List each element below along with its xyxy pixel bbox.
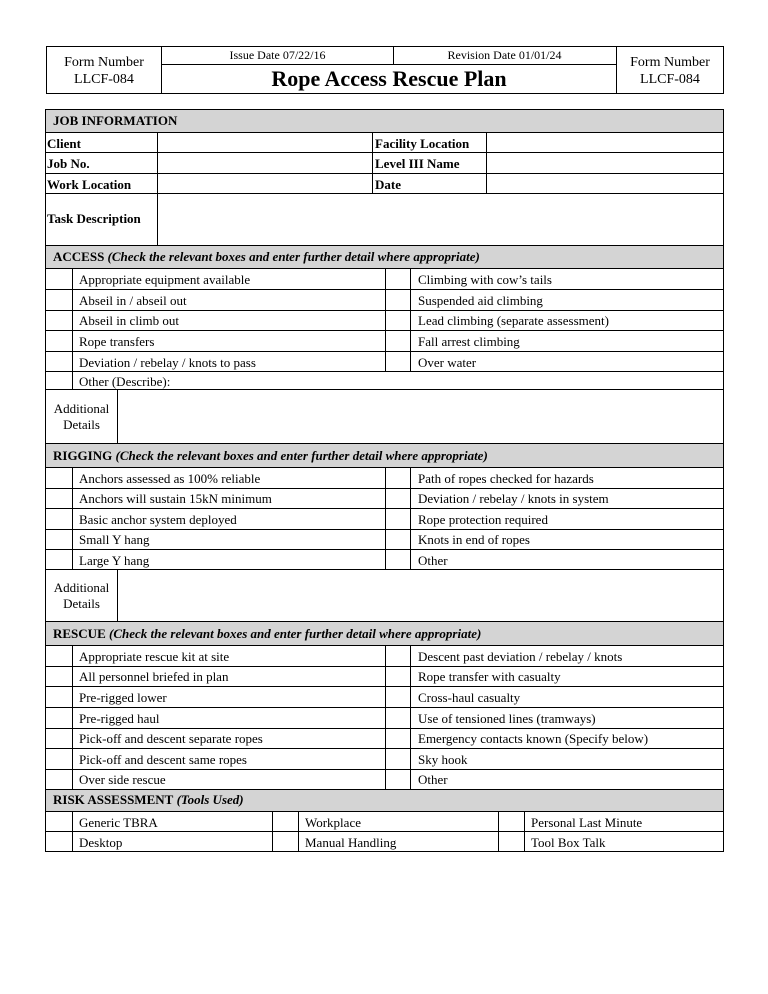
rescue-item: Appropriate rescue kit at site: [79, 649, 230, 664]
rescue-item: All personnel briefed in plan: [79, 669, 229, 684]
risk-checkbox-manual-handling[interactable]: [273, 832, 298, 851]
rescue-checkbox-1[interactable]: [46, 646, 72, 666]
client-label: Client: [47, 136, 81, 151]
rigging-item: Basic anchor system deployed: [79, 512, 237, 527]
form-number-label-left: Form Number: [64, 55, 144, 70]
risk-tool-item: Generic TBRA: [79, 815, 158, 830]
job-no-field[interactable]: [158, 153, 372, 173]
risk-heading-note: (Tools Used): [176, 792, 244, 807]
risk-checkbox-desktop[interactable]: [46, 832, 72, 851]
risk-checkbox-generic-tbra[interactable]: [46, 812, 72, 831]
client-field[interactable]: [158, 133, 372, 152]
risk-tool-item: Tool Box Talk: [531, 835, 606, 850]
risk-tool-item: Workplace: [305, 815, 361, 830]
date-label: Date: [375, 177, 401, 192]
rescue-item: Emergency contacts known (Specify below): [418, 731, 649, 746]
rescue-item: Other: [418, 772, 448, 787]
access-item: Rope transfers: [79, 334, 155, 349]
risk-heading: RISK ASSESSMENT: [53, 792, 174, 807]
revision-date: Revision Date 01/01/24: [447, 48, 562, 62]
risk-tool-item: Personal Last Minute: [531, 815, 643, 830]
access-checkbox-7[interactable]: [386, 290, 410, 310]
rigging-details-label: Details: [63, 596, 100, 611]
access-additional-label: Additional: [53, 401, 110, 416]
access-checkbox-9[interactable]: [386, 331, 410, 351]
rigging-checkbox-9[interactable]: [386, 530, 410, 549]
risk-tool-item: Desktop: [79, 835, 123, 850]
rigging-item: Rope protection required: [418, 512, 548, 527]
access-details-label: Details: [63, 417, 100, 432]
risk-checkbox-tool-box-talk[interactable]: [499, 832, 524, 851]
access-checkbox-other[interactable]: [46, 372, 72, 389]
form-number-box-right: [616, 46, 724, 94]
rigging-heading-row: [53, 448, 488, 464]
rescue-item: Over side rescue: [79, 772, 166, 787]
facility-location-label: Facility Location: [375, 136, 470, 151]
rigging-checkbox-10[interactable]: [386, 550, 410, 569]
page-title: Rope Access Rescue Plan: [271, 66, 507, 91]
form-number-label-right: Form Number: [630, 55, 710, 70]
rigging-item: Large Y hang: [79, 553, 150, 568]
risk-checkbox-personal-last-minute[interactable]: [499, 812, 524, 831]
access-item: Lead climbing (separate assessment): [418, 313, 609, 328]
access-checkbox-3[interactable]: [46, 311, 72, 330]
rescue-heading-row: [53, 626, 481, 642]
rescue-heading: RESCUE: [53, 626, 106, 641]
rescue-item: Pick-off and descent same ropes: [79, 752, 247, 767]
task-description-label: Task Description: [47, 211, 141, 226]
rigging-additional-details-field[interactable]: [118, 570, 723, 621]
risk-heading-row: [53, 792, 244, 808]
rescue-item: Pre-rigged lower: [79, 690, 167, 705]
rigging-checkbox-1[interactable]: [46, 468, 72, 488]
work-location-label: Work Location: [47, 177, 132, 192]
access-checkbox-2[interactable]: [46, 290, 72, 310]
rescue-checkbox-6[interactable]: [46, 749, 72, 769]
rescue-item: Pre-rigged haul: [79, 711, 160, 726]
access-item: Fall arrest climbing: [418, 334, 520, 349]
access-other-item: Other (Describe):: [79, 374, 171, 389]
rigging-item: Path of ropes checked for hazards: [418, 471, 594, 486]
access-additional-details-field[interactable]: [118, 390, 723, 443]
access-heading-row: [53, 249, 480, 265]
rigging-item: Deviation / rebelay / knots in system: [418, 491, 609, 506]
date-field[interactable]: [487, 174, 723, 193]
access-checkbox-6[interactable]: [386, 269, 410, 289]
rescue-checkbox-9[interactable]: [386, 667, 410, 686]
rescue-item: Pick-off and descent separate ropes: [79, 731, 263, 746]
access-checkbox-4[interactable]: [46, 331, 72, 351]
rigging-checkbox-6[interactable]: [386, 468, 410, 488]
level3-name-field[interactable]: [487, 153, 723, 173]
access-checkbox-1[interactable]: [46, 269, 72, 289]
rescue-item: Rope transfer with casualty: [418, 669, 561, 684]
rescue-heading-note: (Check the relevant boxes and enter further detail where appropriate): [109, 626, 482, 641]
access-item: Abseil in / abseil out: [79, 293, 187, 308]
access-checkbox-8[interactable]: [386, 311, 410, 330]
issue-date: Issue Date 07/22/16: [229, 48, 326, 62]
rescue-item: Sky hook: [418, 752, 468, 767]
rigging-item: Anchors assessed as 100% reliable: [79, 471, 261, 486]
rescue-checkbox-8[interactable]: [386, 646, 410, 666]
rescue-checkbox-3[interactable]: [46, 687, 72, 707]
facility-location-field[interactable]: [487, 133, 723, 152]
rigging-item: Anchors will sustain 15kN minimum: [79, 491, 272, 506]
access-heading: ACCESS: [53, 249, 105, 264]
rescue-checkbox-12[interactable]: [386, 729, 410, 748]
rescue-checkbox-7[interactable]: [46, 770, 72, 789]
form-number-value-right: LLCF-084: [640, 72, 700, 87]
access-item: Climbing with cow’s tails: [418, 272, 552, 287]
rescue-item: Cross-haul casualty: [418, 690, 521, 705]
title-box: [161, 46, 617, 94]
rigging-item: Small Y hang: [79, 532, 150, 547]
job-no-label: Job No.: [47, 156, 90, 171]
rigging-checkbox-3[interactable]: [46, 509, 72, 529]
rescue-checkbox-13[interactable]: [386, 749, 410, 769]
task-description-field[interactable]: [158, 194, 723, 245]
access-item: Deviation / rebelay / knots to pass: [79, 355, 256, 370]
risk-checkbox-workplace[interactable]: [273, 812, 298, 831]
risk-tool-item: Manual Handling: [305, 835, 397, 850]
form-number-value-left: LLCF-084: [74, 72, 134, 87]
rigging-heading-note: (Check the relevant boxes and enter further detail where appropriate): [115, 448, 488, 463]
access-item: Abseil in climb out: [79, 313, 180, 328]
form-number-box-left: [46, 46, 162, 94]
rigging-item: Knots in end of ropes: [418, 532, 530, 547]
access-heading-note: (Check the relevant boxes and enter further detail where appropriate): [107, 249, 480, 264]
rigging-item: Other: [418, 553, 448, 568]
rigging-additional-label: Additional: [53, 580, 110, 595]
access-item: Over water: [418, 355, 477, 370]
job-information-heading: JOB INFORMATION: [53, 113, 178, 128]
access-item: Suspended aid climbing: [418, 293, 543, 308]
rigging-checkbox-8[interactable]: [386, 509, 410, 529]
rescue-item: Use of tensioned lines (tramways): [418, 711, 596, 726]
rigging-checkbox-7[interactable]: [386, 489, 410, 508]
rigging-heading: RIGGING: [53, 448, 113, 463]
access-checkbox-10[interactable]: [386, 352, 410, 371]
level3-name-label: Level III Name: [375, 156, 460, 171]
rescue-item: Descent past deviation / rebelay / knots: [418, 649, 623, 664]
access-item: Appropriate equipment available: [79, 272, 251, 287]
rigging-checkbox-4[interactable]: [46, 530, 72, 549]
rigging-checkbox-5[interactable]: [46, 550, 72, 569]
rigging-checkbox-2[interactable]: [46, 489, 72, 508]
work-location-field[interactable]: [158, 174, 372, 193]
access-checkbox-5[interactable]: [46, 352, 72, 371]
rescue-checkbox-2[interactable]: [46, 667, 72, 686]
rescue-checkbox-11[interactable]: [386, 708, 410, 728]
rescue-checkbox-4[interactable]: [46, 708, 72, 728]
rescue-checkbox-5[interactable]: [46, 729, 72, 748]
rescue-checkbox-10[interactable]: [386, 687, 410, 707]
rescue-checkbox-14[interactable]: [386, 770, 410, 789]
